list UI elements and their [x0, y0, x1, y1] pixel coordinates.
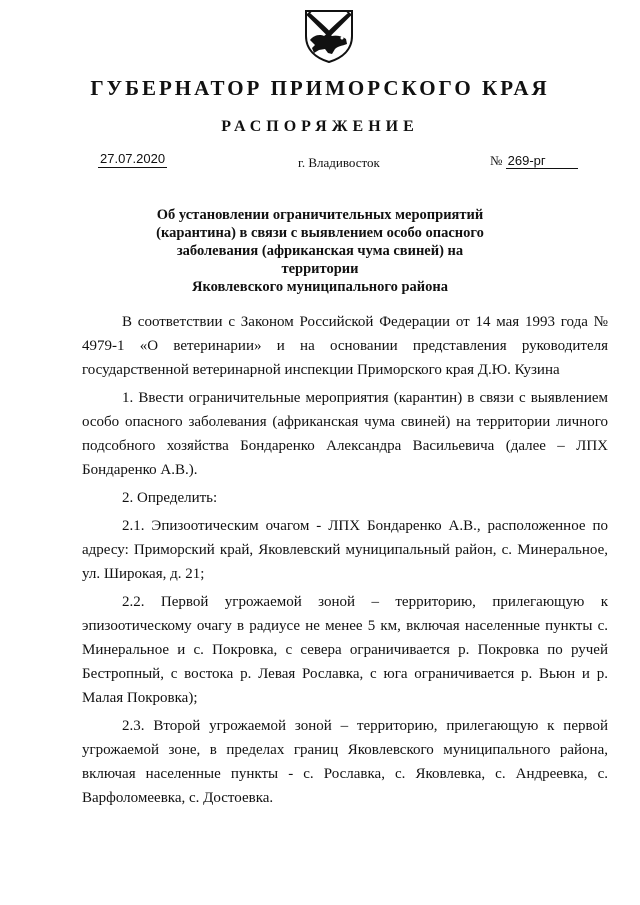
- document-number: [490, 153, 578, 169]
- number-sign: №: [490, 153, 503, 168]
- preamble-paragraph: В соответствии с Законом Российской Федерации от 14 мая 1993 года № 4979-1 «О ветеринарии» и на основании представления руководителя государственной ветеринарной инспекции Приморского края Д.Ю. Кузина: [82, 314, 608, 378]
- number-value: 269-рг: [506, 153, 578, 169]
- document-type: РАСПОРЯЖЕНИЕ: [221, 118, 419, 135]
- document-city: г. Владивосток: [298, 155, 380, 170]
- primorsky-krai-coat-of-arms-icon: [302, 8, 356, 64]
- issuing-authority: ГУБЕРНАТОР ПРИМОРСКОГО КРАЯ: [90, 76, 550, 100]
- item-2-paragraph: 2. Определить:: [122, 490, 218, 506]
- title-line: Об установлении ограничительных мероприятий: [156, 207, 484, 223]
- item-2-3-paragraph: 2.3. Второй угрожаемой зоной – территорию, прилегающую к первой угрожаемой зоне, в пределах границ Яковлевского муниципального района, включая населенные пункты - с. Рославка, с. Яковлевка, с. Андреевка, с. Варфоломеевка, с. Достоевка.: [82, 718, 608, 806]
- item-1-paragraph: 1. Ввести ограничительные мероприятия (карантин) в связи с выявлением особо опасного заболевания (африканская чума свиней) на территории личного подсобного хозяйства Бондаренко Александра Васильевича (далее – ЛПХ Бондаренко А.В.).: [82, 390, 608, 478]
- item-2-1-paragraph: 2.1. Эпизоотическим очагом - ЛПХ Бондаренко А.В., расположенное по адресу: Приморский край, Яковлевский муниципальный район, с. Минеральное, ул. Широкая, д. 21;: [82, 518, 608, 582]
- document-body: [82, 310, 608, 810]
- document-title: [140, 206, 500, 296]
- item-2-2-paragraph: 2.2. Первой угрожаемой зоной – территорию, прилегающую к эпизоотическому очагу в радиусе не менее 5 км, включая населенные пункты с. Минеральное и с. Покровка, с севера ограничивается р. Покровка по ручей Бестропный, с востока р. Левая Рославка, с юга ограничивается р. Вьюн и р. Малая Покровка);: [82, 594, 608, 706]
- title-line: заболевания (африканская чума свиней) на территории: [176, 243, 464, 277]
- title-line: Яковлевского муниципального района: [192, 279, 448, 295]
- document-date: 27.07.2020: [100, 151, 166, 166]
- title-line: (карантина) в связи с выявлением особо опасного: [156, 225, 484, 241]
